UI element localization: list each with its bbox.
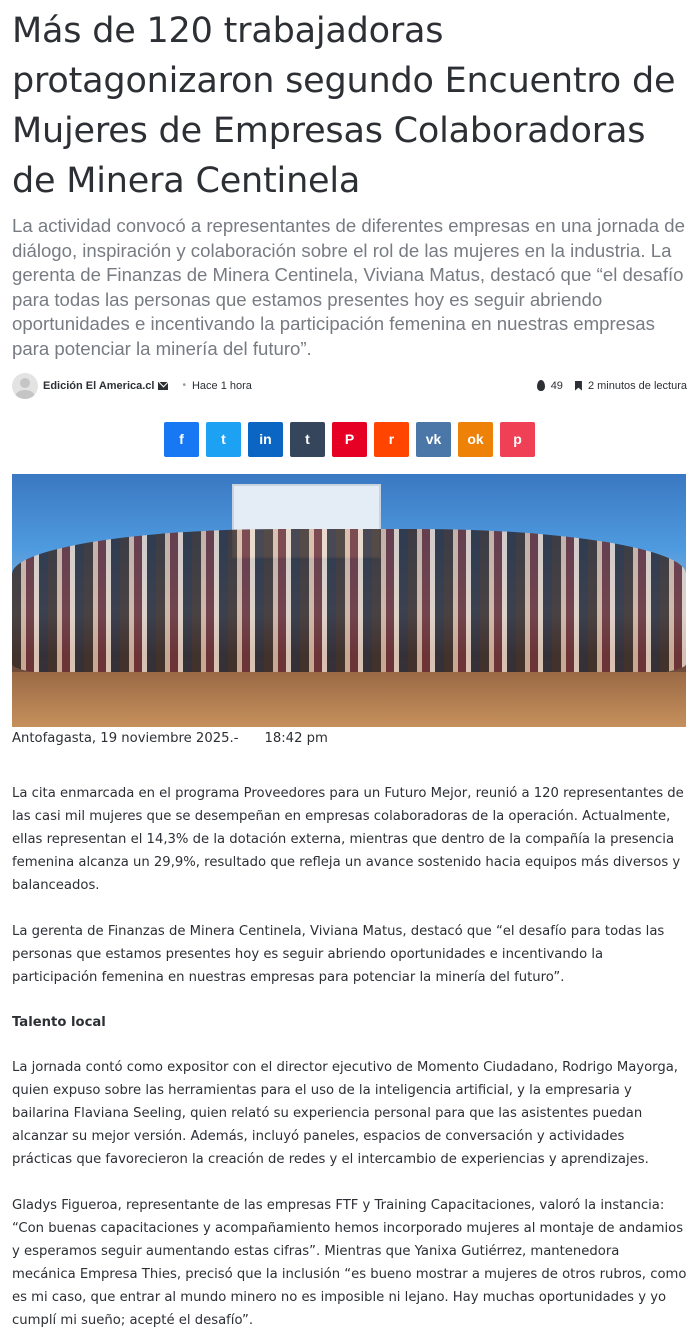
paragraph: La gerenta de Finanzas de Minera Centinela, Viviana Matus, destacó que “el desafío para todas las personas que estamos presentes hoy es seguir abriendo oportunidades e incentivando la participación femenina en nuestras empresas para potenciar la minería del futuro”. [12,923,665,985]
envelope-icon[interactable] [158,382,168,390]
dateline-place-date: Antofagasta, 19 noviembre 2025.- [12,730,239,746]
article-container [0,6,700,1332]
facebook-share-button[interactable] [164,422,199,457]
twitter-share-button[interactable] [206,422,241,457]
section-heading: Talento local [12,1014,106,1030]
article-subtitle: La actividad convocó a representantes de diferentes empresas en una jornada de diálogo, inspiración y colaboración sobre el rol de las mujeres en la industria. La gerenta de Finanzas de Minera Centinela, Viviana Matus, destacó que “el desafío para todas las personas que estamos presentes hoy es seguir abriendo oportunidades e incentivando la participación femenina en nuestras empresas para potenciar la minería del futuro”. [12,215,685,359]
twitter-icon: t [221,431,226,448]
linkedin-icon: in [259,431,272,448]
dot-separator: • [182,380,186,392]
time-ago: Hace 1 hora [191,379,252,392]
odnoklassniki-share-button[interactable] [458,422,493,457]
paragraph: Gladys Figueroa, representante de las empresas FTF y Training Capacitaciones, valoró la instancia: “Con buenas capacitaciones y acompañamiento hemos incorporado mujeres al montaje de andamios y esperamos seguir aumentando estas cifras”. Mientras que Yanixa Gutiérrez, mantenedora mecánica Empresa Thies, precisó que la inclusión “es bueno mostrar a mujeres de otros rubros, como es mi caso, que entrar al mundo minero no es imposible ni lejano. Hay muchas oportunidades y yo cumplí mi sueño; acepté el desafío”. [12,1197,687,1328]
dateline-time: 18:42 pm [264,730,328,746]
vk-icon: vk [425,431,442,448]
odnoklassniki-icon: ok [467,431,484,448]
group-photo-crowd [12,529,686,679]
author-name[interactable]: Edición El America.cl [43,379,155,392]
tumblr-icon: t [305,431,310,448]
pinterest-icon: P [344,431,355,448]
article-body [12,727,687,1332]
tumblr-share-button[interactable] [290,422,325,457]
pinterest-share-button[interactable] [332,422,367,457]
pocket-icon: p [513,431,522,448]
read-time: 2 minutos de lectura [587,379,687,392]
dateline [12,727,687,750]
reddit-icon: r [388,431,395,448]
wooden-floor [12,672,686,727]
reddit-share-button[interactable] [374,422,409,457]
article-meta [12,372,687,400]
bookmark-icon [575,381,582,391]
meta-stats [537,380,687,392]
author-avatar[interactable] [12,373,38,399]
paragraph: La jornada contó como expositor con el director ejecutivo de Momento Ciudadano, Rodrigo Mayorga, quien expuso sobre las herramientas para el uso de la inteligencia artificial, y la empresaria y bailarina Flaviana Seeling, quien relató su experiencia personal para que las asistentes puedan alcanzar su mejor versión. Además, incluyó paneles, espacios de conversación y actividades prácticas que favorecieron la creación de redes y el intercambio de experiencias y aprendizajes. [12,1059,678,1167]
vk-share-button[interactable] [416,422,451,457]
linkedin-share-button[interactable] [248,422,283,457]
fire-icon [537,380,545,391]
article-title: Más de 120 trabajadoras protagonizaron segundo Encuentro de Mujeres de Empresas Colaboradoras de Minera Centinela [12,11,676,201]
article-photo [12,474,686,727]
facebook-icon: f [179,431,184,448]
paragraph: La cita enmarcada en el programa Proveedores para un Futuro Mejor, reunió a 120 representantes de las casi mil mujeres que se desempeñan en empresas colaboradoras de la operación. Actualmente, ellas representan el 14,3% de la dotación externa, mientras que dentro de la compañía la presencia femenina alcanza un 29,9%, resultado que refleja un avance sostenido hacia equipos más diversos y balanceados. [12,785,684,893]
share-bar [12,422,687,457]
views-count: 49 [550,379,563,392]
pocket-share-button[interactable] [500,422,535,457]
